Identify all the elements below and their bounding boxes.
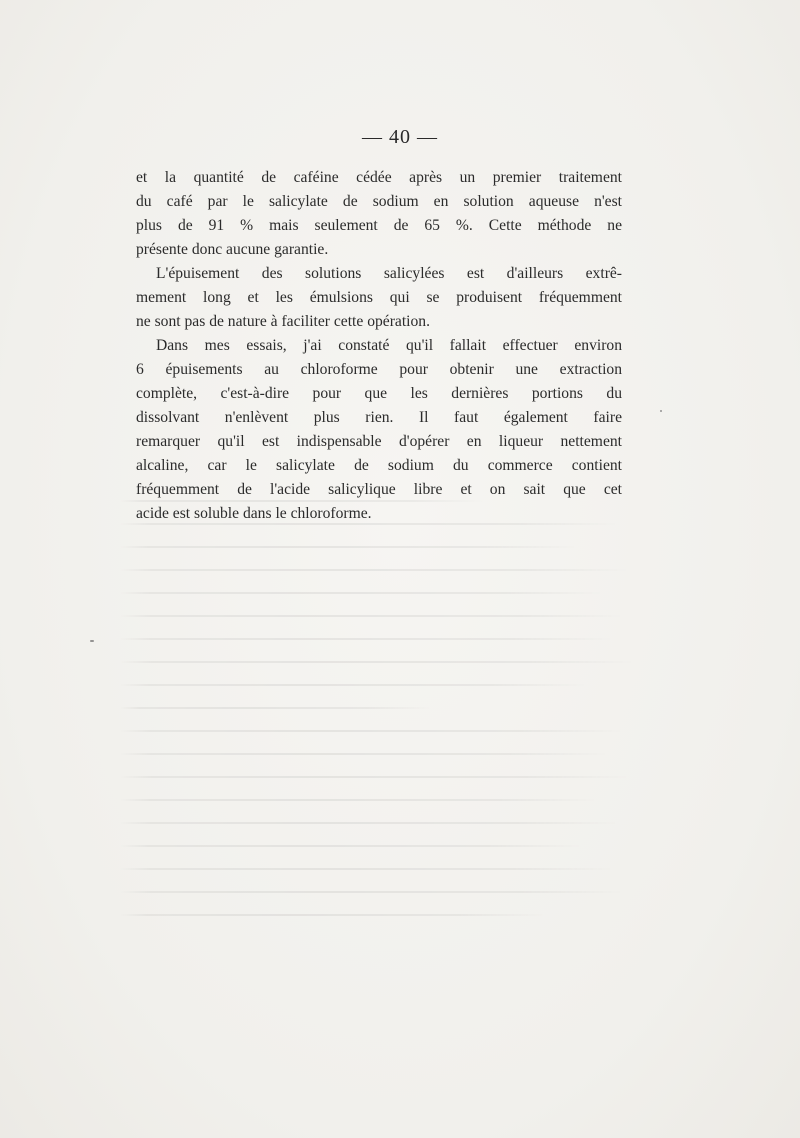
text-line: 6 épuisements au chloroforme pour obtenir une extraction (136, 361, 622, 378)
text-line: dissolvant n'enlèvent plus rien. Il faut également faire (136, 409, 622, 426)
text-line: du café par le salicylate de sodium en solution aqueuse n'est (136, 193, 622, 210)
text-line: alcaline, car le salicylate de sodium du commerce contient (136, 457, 622, 474)
text-line: mement long et les émulsions qui se produisent fréquemment (136, 289, 622, 306)
paper-speck (90, 640, 94, 642)
body-text (136, 166, 622, 526)
show-through-text (120, 500, 640, 980)
text-line: ne sont pas de nature à faciliter cette opération. (136, 313, 430, 330)
text-line: et la quantité de caféine cédée après un premier traitement (136, 169, 622, 186)
text-line: présente donc aucune garantie. (136, 241, 329, 258)
text-line: L'épuisement des solutions salicylées est d'ailleurs extrê- (156, 265, 622, 282)
text-line: remarquer qu'il est indispensable d'opérer en liqueur nettement (136, 433, 622, 450)
text-line: fréquemment de l'acide salicylique libre et on sait que cet (136, 481, 622, 498)
text-line: Dans mes essais, j'ai constaté qu'il fallait effectuer environ (156, 337, 622, 354)
text-line: complète, c'est-à-dire pour que les dernières portions du (136, 385, 622, 402)
paper-speck (660, 410, 662, 412)
text-line: plus de 91 % mais seulement de 65 %. Cette méthode ne (136, 217, 622, 234)
text-line: acide est soluble dans le chloroforme. (136, 505, 372, 522)
page-number: — 40 — (362, 126, 438, 148)
